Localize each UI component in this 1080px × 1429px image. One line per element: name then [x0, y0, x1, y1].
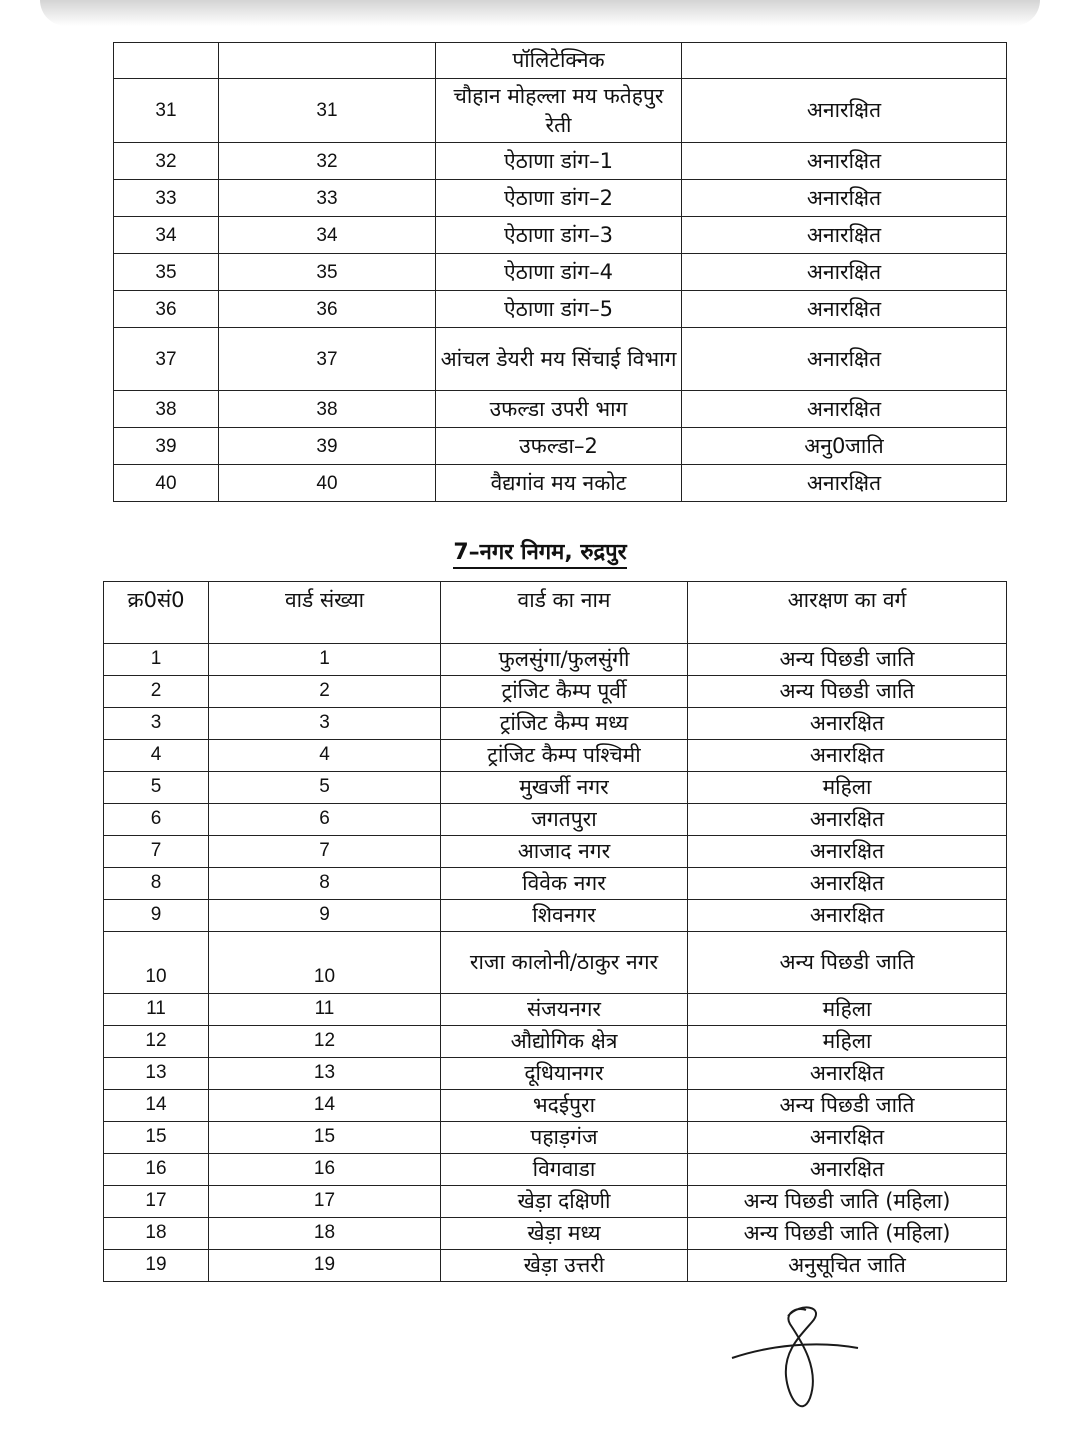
table-row	[114, 328, 1007, 391]
ward-name-cell: उफल्डा–2	[436, 428, 682, 465]
serial-number-cell: 33	[114, 180, 219, 217]
serial-number-cell: 11	[104, 994, 209, 1026]
ward-name-cell: भदईपुरा	[441, 1090, 688, 1122]
ward-number-cell: 12	[209, 1026, 441, 1058]
serial-number-cell: 4	[104, 740, 209, 772]
table-row	[104, 1218, 1007, 1250]
serial-number-cell: 40	[114, 465, 219, 502]
serial-number-cell: 16	[104, 1154, 209, 1186]
reservation-category-cell: महिला	[688, 772, 1007, 804]
reservation-category-cell: अनारक्षित	[682, 180, 1007, 217]
table-row	[114, 254, 1007, 291]
ward-number-cell: 11	[209, 994, 441, 1026]
table-row	[114, 217, 1007, 254]
header-ward-number: वार्ड संख्या	[209, 582, 441, 644]
serial-number-cell: 39	[114, 428, 219, 465]
reservation-category-cell: अनारक्षित	[682, 254, 1007, 291]
ward-number-cell: 3	[209, 708, 441, 740]
reservation-category-cell: अन्य पिछडी जाति	[688, 1090, 1007, 1122]
reservation-category-cell: अन्य पिछडी जाति	[688, 644, 1007, 676]
ward-number-cell: 4	[209, 740, 441, 772]
serial-number-cell: 38	[114, 391, 219, 428]
ward-name-cell: दूधियानगर	[441, 1058, 688, 1090]
ward-name-cell: चौहान मोहल्ला मय फतेहपुर रेती	[436, 79, 682, 143]
reservation-category-cell: अन्य पिछडी जाति	[688, 932, 1007, 994]
table-row	[104, 1026, 1007, 1058]
ward-name-cell: फुलसुंगा/फुलसुंगी	[441, 644, 688, 676]
table-row	[114, 391, 1007, 428]
table-row	[114, 79, 1007, 143]
ward-name-cell: ऐठाणा डांग–5	[436, 291, 682, 328]
reservation-category-cell: अनारक्षित	[688, 868, 1007, 900]
reservation-category-cell	[682, 43, 1007, 79]
serial-number-cell: 10	[104, 932, 209, 994]
reservation-category-cell: अनारक्षित	[688, 740, 1007, 772]
ward-number-cell: 7	[209, 836, 441, 868]
ward-name-cell: खेड़ा दक्षिणी	[441, 1186, 688, 1218]
reservation-category-cell: अन्य पिछडी जाति	[688, 676, 1007, 708]
ward-name-cell: संजयनगर	[441, 994, 688, 1026]
serial-number-cell: 8	[104, 868, 209, 900]
header-ward-name: वार्ड का नाम	[441, 582, 688, 644]
top-page-shadow	[40, 0, 1040, 26]
serial-number-cell: 31	[114, 79, 219, 143]
serial-number-cell: 32	[114, 143, 219, 180]
ward-number-cell: 32	[219, 143, 436, 180]
serial-number-cell: 36	[114, 291, 219, 328]
serial-number-cell: 14	[104, 1090, 209, 1122]
serial-number-cell: 19	[104, 1250, 209, 1282]
table-row	[114, 428, 1007, 465]
reservation-category-cell: अनारक्षित	[688, 804, 1007, 836]
table-row	[104, 1186, 1007, 1218]
ward-number-cell: 6	[209, 804, 441, 836]
serial-number-cell: 1	[104, 644, 209, 676]
ward-number-cell: 35	[219, 254, 436, 291]
ward-number-cell: 17	[209, 1186, 441, 1218]
table-row	[104, 1090, 1007, 1122]
reservation-category-cell: अनारक्षित	[688, 1154, 1007, 1186]
serial-number-cell: 6	[104, 804, 209, 836]
table-row	[104, 1058, 1007, 1090]
serial-number-cell: 3	[104, 708, 209, 740]
ward-name-cell: ऐठाणा डांग–1	[436, 143, 682, 180]
serial-number-cell: 9	[104, 900, 209, 932]
ward-number-cell: 13	[209, 1058, 441, 1090]
serial-number-cell: 15	[104, 1122, 209, 1154]
ward-number-cell: 10	[209, 932, 441, 994]
serial-number-cell: 17	[104, 1186, 209, 1218]
table-header-row	[104, 582, 1007, 644]
table-row	[104, 1154, 1007, 1186]
ward-number-cell: 38	[219, 391, 436, 428]
serial-number-cell: 12	[104, 1026, 209, 1058]
table-row	[104, 994, 1007, 1026]
reservation-category-cell: अनारक्षित	[682, 143, 1007, 180]
reservation-category-cell: अन्य पिछडी जाति (महिला)	[688, 1186, 1007, 1218]
table-row	[114, 291, 1007, 328]
reservation-category-cell: अनारक्षित	[688, 836, 1007, 868]
reservation-category-cell: अनारक्षित	[682, 217, 1007, 254]
serial-number-cell: 7	[104, 836, 209, 868]
ward-number-cell: 2	[209, 676, 441, 708]
table-row	[114, 43, 1007, 79]
serial-number-cell: 34	[114, 217, 219, 254]
ward-name-cell: ऐठाणा डांग–4	[436, 254, 682, 291]
reservation-category-cell: अनु0जाति	[682, 428, 1007, 465]
ward-number-cell: 15	[209, 1122, 441, 1154]
reservation-category-cell: अनारक्षित	[682, 465, 1007, 502]
ward-number-cell: 40	[219, 465, 436, 502]
ward-name-cell: खेड़ा उत्तरी	[441, 1250, 688, 1282]
ward-name-cell: आंचल डेयरी मय सिंचाई विभाग	[436, 328, 682, 391]
reservation-category-cell: अनुसूचित जाति	[688, 1250, 1007, 1282]
handwritten-signature	[728, 1298, 862, 1418]
table-row	[104, 1122, 1007, 1154]
ward-name-cell: विवेक नगर	[441, 868, 688, 900]
ward-number-cell: 33	[219, 180, 436, 217]
ward-number-cell: 16	[209, 1154, 441, 1186]
reservation-category-cell: अनारक्षित	[688, 1122, 1007, 1154]
reservation-category-cell: अनारक्षित	[688, 1058, 1007, 1090]
reservation-category-cell: महिला	[688, 1026, 1007, 1058]
reservation-category-cell: अनारक्षित	[688, 900, 1007, 932]
ward-reservation-table-continued	[113, 42, 1007, 502]
ward-number-cell: 39	[219, 428, 436, 465]
ward-name-cell: शिवनगर	[441, 900, 688, 932]
table-row	[104, 900, 1007, 932]
ward-name-cell: ऐठाणा डांग–2	[436, 180, 682, 217]
ward-name-cell: औद्योगिक क्षेत्र	[441, 1026, 688, 1058]
ward-number-cell: 9	[209, 900, 441, 932]
serial-number-cell: 18	[104, 1218, 209, 1250]
ward-number-cell: 1	[209, 644, 441, 676]
serial-number-cell	[114, 43, 219, 79]
table-row	[104, 804, 1007, 836]
ward-number-cell: 18	[209, 1218, 441, 1250]
table-row	[104, 868, 1007, 900]
ward-number-cell: 5	[209, 772, 441, 804]
reservation-category-cell: अनारक्षित	[682, 391, 1007, 428]
ward-number-cell: 36	[219, 291, 436, 328]
table-row	[104, 740, 1007, 772]
ward-number-cell: 34	[219, 217, 436, 254]
table-row	[104, 708, 1007, 740]
section-title	[0, 536, 1080, 566]
ward-name-cell: मुखर्जी नगर	[441, 772, 688, 804]
ward-name-cell: राजा कालोनी/ठाकुर नगर	[441, 932, 688, 994]
reservation-category-cell: अनारक्षित	[682, 328, 1007, 391]
table-row	[104, 644, 1007, 676]
serial-number-cell: 35	[114, 254, 219, 291]
ward-name-cell: पहाड़गंज	[441, 1122, 688, 1154]
table-row	[114, 143, 1007, 180]
table-row	[114, 180, 1007, 217]
ward-name-cell: ट्रांजिट कैम्प पश्चिमी	[441, 740, 688, 772]
table-row	[104, 676, 1007, 708]
table-row	[104, 772, 1007, 804]
table-row	[104, 836, 1007, 868]
ward-number-cell: 8	[209, 868, 441, 900]
ward-name-cell: ऐठाणा डांग–3	[436, 217, 682, 254]
serial-number-cell: 5	[104, 772, 209, 804]
table-row	[104, 932, 1007, 994]
serial-number-cell: 2	[104, 676, 209, 708]
ward-name-cell: आजाद नगर	[441, 836, 688, 868]
ward-number-cell: 31	[219, 79, 436, 143]
reservation-category-cell: अन्य पिछडी जाति (महिला)	[688, 1218, 1007, 1250]
ward-number-cell: 14	[209, 1090, 441, 1122]
ward-name-cell: वैद्यगांव मय नकोट	[436, 465, 682, 502]
ward-name-cell: ट्रांजिट कैम्प पूर्वी	[441, 676, 688, 708]
reservation-category-cell: अनारक्षित	[682, 291, 1007, 328]
ward-name-cell: जगतपुरा	[441, 804, 688, 836]
table-row	[104, 1250, 1007, 1282]
ward-name-cell: ट्रांजिट कैम्प मध्य	[441, 708, 688, 740]
ward-number-cell: 19	[209, 1250, 441, 1282]
reservation-category-cell: महिला	[688, 994, 1007, 1026]
section-title-text: 7–नगर निगम, रुद्रपुर	[453, 540, 626, 569]
serial-number-cell: 13	[104, 1058, 209, 1090]
ward-number-cell: 37	[219, 328, 436, 391]
ward-name-cell: पॉलिटेक्निक	[436, 43, 682, 79]
header-serial-number: क्र0सं0	[104, 582, 209, 644]
ward-name-cell: विगवाडा	[441, 1154, 688, 1186]
ward-name-cell: खेड़ा मध्य	[441, 1218, 688, 1250]
ward-number-cell	[219, 43, 436, 79]
reservation-category-cell: अनारक्षित	[688, 708, 1007, 740]
serial-number-cell: 37	[114, 328, 219, 391]
header-reservation-category: आरक्षण का वर्ग	[688, 582, 1007, 644]
table-row	[114, 465, 1007, 502]
rudrapur-ward-reservation-table	[103, 581, 1007, 1282]
reservation-category-cell: अनारक्षित	[682, 79, 1007, 143]
ward-name-cell: उफल्डा उपरी भाग	[436, 391, 682, 428]
